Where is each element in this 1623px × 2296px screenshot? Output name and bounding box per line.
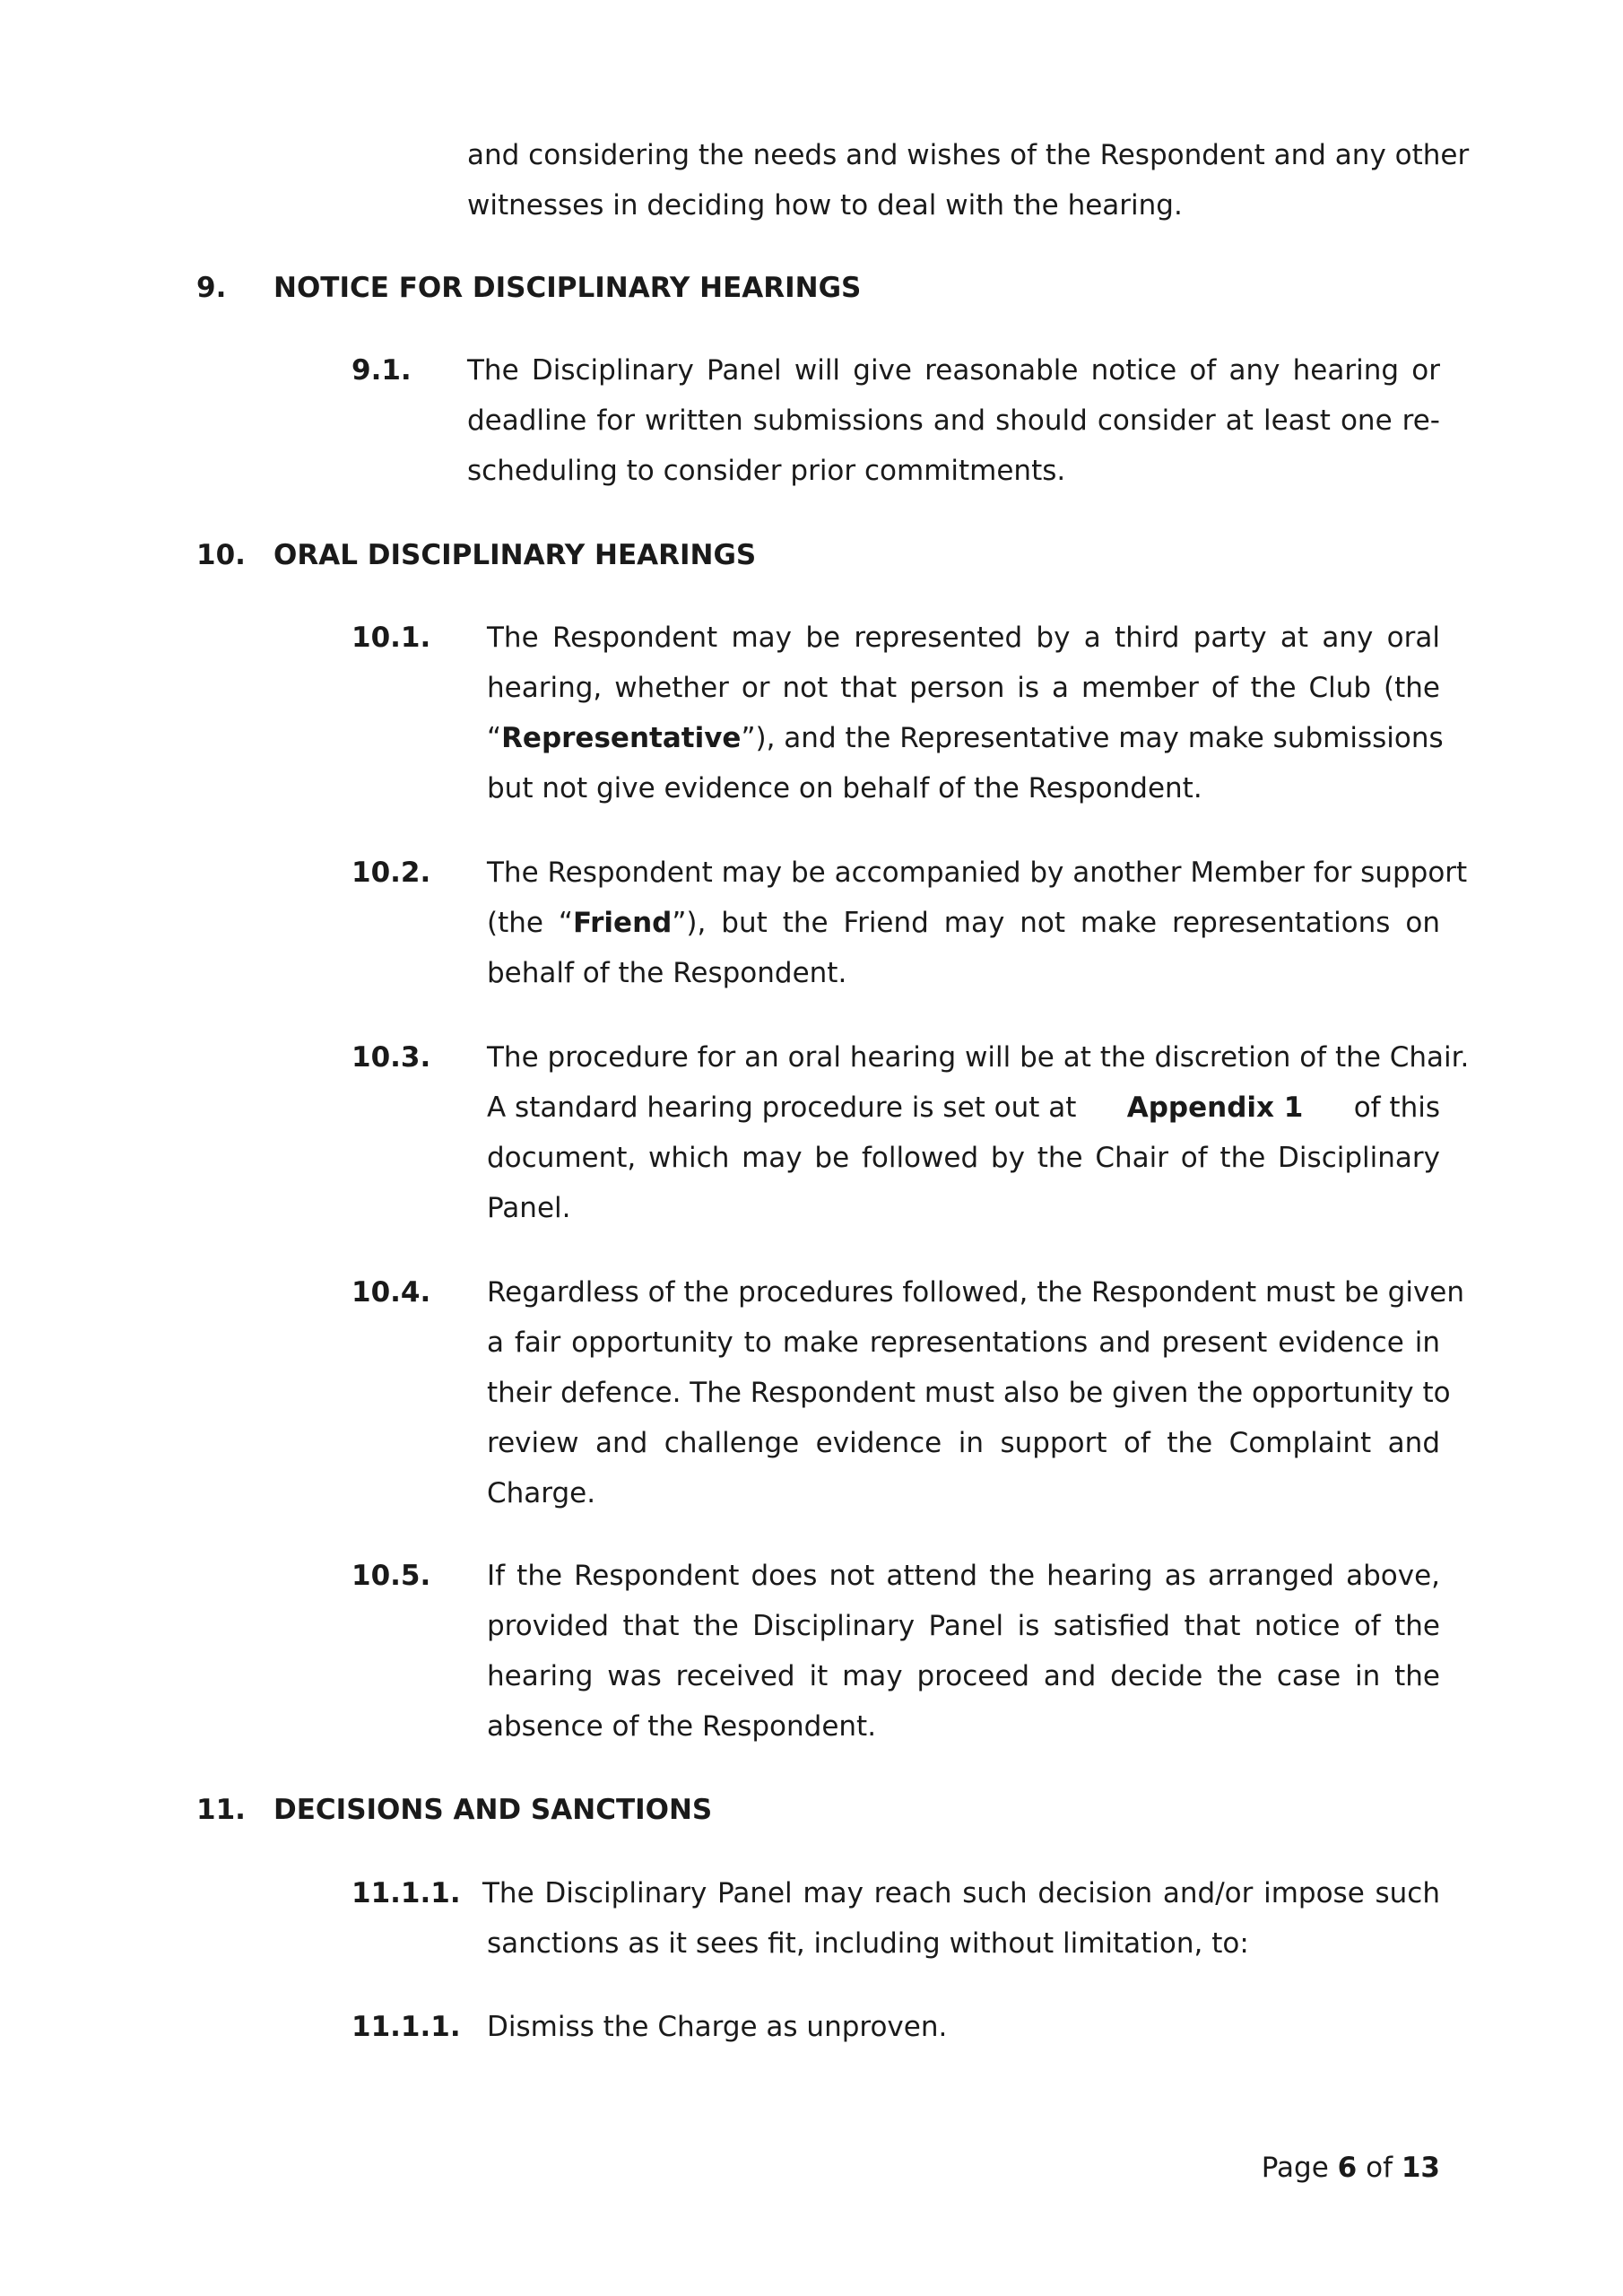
clause-9-1-line-1: The Disciplinary Panel will give reasonable notice of any hearing or: [467, 354, 1440, 387]
clause-10-3-number: 10.3.: [352, 1041, 431, 1074]
clause-10-3-line-4: Panel.: [487, 1192, 571, 1224]
clause-9-1-line-3: scheduling to consider prior commitments.: [467, 455, 1066, 487]
clause-10-3-line-1: The procedure for an oral hearing will be at the discretion of the Chair.: [487, 1041, 1470, 1074]
page-number-footer: Page 6 of 13: [1261, 2152, 1440, 2184]
clause-10-2-line-2: (the “Friend”), but the Friend may not make representations on: [487, 907, 1440, 939]
section-11-number: 11.: [196, 1794, 246, 1826]
clause-10-3-line-2: A standard hearing procedure is set out at Appendix 1 of this: [487, 1091, 1440, 1124]
clause-10-5-line-4: absence of the Respondent.: [487, 1710, 877, 1743]
clause-10-4-line-1: Regardless of the procedures followed, the Respondent must be given: [487, 1276, 1465, 1309]
clause-10-3-line-3: document, which may be followed by the Chair of the Disciplinary: [487, 1142, 1440, 1174]
clause-11-1-1b-line-1: Dismiss the Charge as unproven.: [487, 2011, 948, 2043]
clause-10-5-number: 10.5.: [352, 1560, 431, 1592]
clause-11-1-1-number: 11.1.1.: [352, 1877, 461, 1909]
defined-term-friend: Friend: [572, 907, 673, 939]
section-11-title: DECISIONS AND SANCTIONS: [273, 1794, 713, 1826]
clause-10-1-line-1: The Respondent may be represented by a third party at any oral: [487, 622, 1440, 654]
clause-10-4-line-3: their defence. The Respondent must also be given the opportunity to: [487, 1377, 1451, 1409]
intro-line-1: and considering the needs and wishes of the Respondent and any other: [467, 139, 1470, 171]
appendix-reference: Appendix 1: [1126, 1091, 1304, 1124]
clause-10-1-line-2: hearing, whether or not that person is a member of the Club (the: [487, 672, 1440, 704]
clause-10-4-number: 10.4.: [352, 1276, 431, 1309]
clause-10-5-line-1: If the Respondent does not attend the hearing as arranged above,: [487, 1560, 1440, 1592]
clause-9-1-line-2: deadline for written submissions and should consider at least one re-: [467, 404, 1440, 437]
section-9-title: NOTICE FOR DISCIPLINARY HEARINGS: [273, 272, 862, 304]
clause-10-1-number: 10.1.: [352, 622, 431, 654]
clause-10-4-line-5: Charge.: [487, 1477, 596, 1509]
clause-10-1-line-3: “Representative”), and the Representative may make submissions: [487, 722, 1444, 754]
clause-10-1-line-4: but not give evidence on behalf of the Respondent.: [487, 772, 1202, 804]
clause-10-2-line-1: The Respondent may be accompanied by another Member for support: [487, 857, 1468, 889]
clause-11-1-1-line-2: sanctions as it sees fit, including without limitation, to:: [487, 1927, 1249, 1960]
defined-term-representative: Representative: [501, 722, 742, 754]
clause-10-5-line-3: hearing was received it may proceed and decide the case in the: [487, 1660, 1440, 1692]
clause-10-2-line-3: behalf of the Respondent.: [487, 957, 847, 989]
current-page-number: 6: [1337, 2152, 1358, 2184]
total-page-count: 13: [1401, 2152, 1440, 2184]
clause-11-1-1-line-1: The Disciplinary Panel may reach such decision and/or impose such: [482, 1877, 1440, 1909]
section-10-title: ORAL DISCIPLINARY HEARINGS: [273, 539, 757, 571]
section-9-number: 9.: [196, 272, 227, 304]
clause-10-4-line-2: a fair opportunity to make representations and present evidence in: [487, 1326, 1440, 1359]
clause-9-1-number: 9.1.: [352, 354, 412, 387]
clause-10-5-line-2: provided that the Disciplinary Panel is satisfied that notice of the: [487, 1610, 1440, 1642]
intro-line-2: witnesses in deciding how to deal with the hearing.: [467, 189, 1183, 222]
clause-10-4-line-4: review and challenge evidence in support of the Complaint and: [487, 1427, 1440, 1459]
clause-11-1-1b-number: 11.1.1.: [352, 2011, 461, 2043]
clause-10-2-number: 10.2.: [352, 857, 431, 889]
section-10-number: 10.: [196, 539, 246, 571]
